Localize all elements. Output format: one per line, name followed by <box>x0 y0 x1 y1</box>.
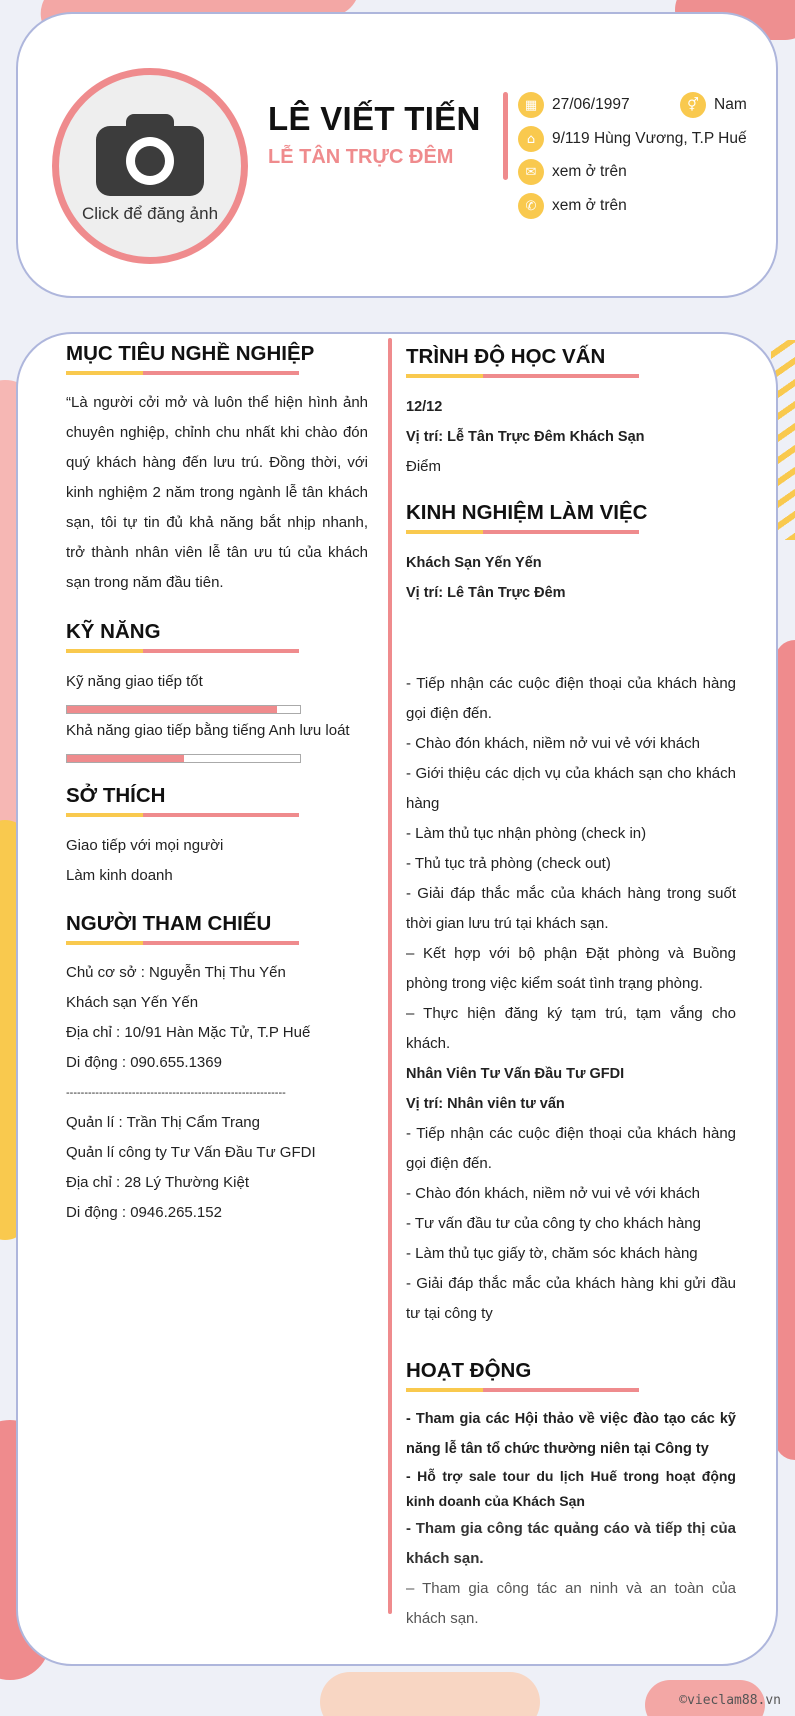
education-underline <box>406 374 639 378</box>
skill-2-name[interactable]: Khả năng giao tiếp bằng tiếng Anh lưu loát <box>66 722 350 739</box>
duty-item: - Tiếp nhận các cuộc điện thoại của khách hàng gọi điện đến. <box>406 1125 736 1172</box>
job1-duties[interactable] <box>406 669 736 1329</box>
activity-item: - Hỗ trợ sale tour du lịch Huế trong hoạt động kinh doanh của Khách Sạn <box>406 1468 736 1509</box>
gender-row[interactable] <box>680 92 747 118</box>
home-icon: ⌂ <box>518 126 544 152</box>
reference-line: Khách sạn Yến Yến <box>66 994 199 1011</box>
skill-1-fill <box>67 706 277 713</box>
watermark: ©vieclam88.vn <box>679 1693 781 1708</box>
objective-title: MỤC TIÊU NGHỀ NGHIỆP <box>66 342 315 365</box>
references-title: NGƯỜI THAM CHIẾU <box>66 912 272 935</box>
calendar-icon: ▦ <box>518 92 544 118</box>
job2-company: Nhân Viên Tư Vấn Đầu Tư GFDI <box>406 1066 625 1082</box>
duty-item: - Giải đáp thắc mắc của khách hàng trong suốt thời gian lưu trú tại khách sạn. <box>406 885 736 932</box>
duty-item: - Tiếp nhận các cuộc điện thoại của khách hàng gọi điện đến. <box>406 675 736 722</box>
activities-underline <box>406 1388 639 1392</box>
hobby-1[interactable]: Giao tiếp với mọi người <box>66 837 224 854</box>
education-period[interactable]: 12/12 <box>406 399 443 415</box>
duty-item: – Thực hiện đăng ký tạm trú, tạm vắng cho khách. <box>406 1005 736 1052</box>
reference-line: Quản lí : Trần Thị Cẩm Trang <box>66 1114 260 1131</box>
activities-title: HOẠT ĐỘNG <box>406 1359 532 1382</box>
birthday-row[interactable] <box>518 92 630 118</box>
job1-company[interactable]: Khách Sạn Yến Yến <box>406 555 542 571</box>
phone-row[interactable] <box>518 193 627 219</box>
hobbies-title: SỞ THÍCH <box>66 784 166 807</box>
education-score[interactable]: Điểm <box>406 458 442 475</box>
reference-line: Địa chỉ : 10/91 Hàn Mặc Tử, T.P Huế <box>66 1024 311 1041</box>
education-title: TRÌNH ĐỘ HỌC VẤN <box>406 345 606 368</box>
skill-1-bar <box>66 705 301 714</box>
email-value: xem ở trên <box>552 163 627 180</box>
gender-value: Nam <box>714 96 747 113</box>
activities-list[interactable] <box>406 1404 736 1634</box>
skills-underline <box>66 649 299 653</box>
bg-peach-blob-bottom <box>320 1672 540 1716</box>
duty-item: - Giải đáp thắc mắc của khách hàng khi gửi đầu tư tại công ty <box>406 1275 736 1322</box>
job1-position[interactable]: Vị trí: Lê Tân Trực Đêm <box>406 585 566 601</box>
education-position[interactable]: Vị trí: Lễ Tân Trực Đêm Khách Sạn <box>406 429 645 445</box>
full-name[interactable]: LÊ VIẾT TIẾN <box>268 100 481 137</box>
skill-2-fill <box>67 755 184 762</box>
phone-value: xem ở trên <box>552 197 627 214</box>
phone-icon: ✆ <box>518 193 544 219</box>
hobbies-underline <box>66 813 299 817</box>
duty-item: - Làm thủ tục nhận phòng (check in) <box>406 825 647 842</box>
info-divider <box>503 92 508 180</box>
duty-item: – Kết hợp với bộ phận Đặt phòng và Buồng phòng trong việc kiểm soát tình trạng phòng. <box>406 945 736 992</box>
birthday-value: 27/06/1997 <box>552 96 630 113</box>
skill-2-bar <box>66 754 301 763</box>
skill-1-name[interactable]: Kỹ năng giao tiếp tốt <box>66 673 203 690</box>
reference-line: Địa chỉ : 28 Lý Thường Kiệt <box>66 1174 250 1191</box>
address-row[interactable] <box>518 126 747 152</box>
column-divider <box>388 338 392 1614</box>
duty-item: - Tư vấn đầu tư của công ty cho khách hàng <box>406 1215 701 1232</box>
duty-item: - Chào đón khách, niềm nở vui vẻ với khách <box>406 1185 700 1202</box>
activity-item: - Tham gia các Hội thảo về việc đào tạo các kỹ năng lễ tân tổ chức thường niên tại Công ty <box>406 1411 736 1457</box>
activity-item: - Tham gia công tác quảng cáo và tiếp thị của khách sạn. <box>406 1520 736 1567</box>
experience-underline <box>406 530 639 534</box>
job2-position: Vị trí: Nhân viên tư vấn <box>406 1096 565 1112</box>
references-list[interactable] <box>66 958 368 1228</box>
activity-item: – Tham gia công tác an ninh và an toàn của khách sạn. <box>406 1580 736 1627</box>
address-value: 9/119 Hùng Vương, T.P Huế <box>552 130 747 147</box>
camera-icon <box>96 114 204 196</box>
reference-line: Di động : 090.655.1369 <box>66 1054 222 1071</box>
profile-photo-upload[interactable] <box>52 68 248 264</box>
hobby-2[interactable]: Làm kinh doanh <box>66 867 173 884</box>
photo-upload-label: Click để đăng ảnh <box>81 204 219 223</box>
experience-title: KINH NGHIỆM LÀM VIỆC <box>406 501 648 524</box>
reference-line: Chủ cơ sở : Nguyễn Thị Thu Yến <box>66 964 286 981</box>
bg-pink-blob-right <box>775 640 795 1460</box>
duty-item: - Làm thủ tục giấy tờ, chăm sóc khách hàng <box>406 1245 698 1262</box>
email-row[interactable] <box>518 159 627 185</box>
job-title[interactable]: LỄ TÂN TRỰC ĐÊM <box>268 146 454 168</box>
duty-item: - Thủ tục trả phòng (check out) <box>406 855 611 872</box>
duty-item: - Giới thiệu các dịch vụ của khách sạn cho khách hàng <box>406 765 736 812</box>
objective-underline <box>66 371 299 375</box>
reference-line: Quản lí công ty Tư Vấn Đầu Tư GFDI <box>66 1144 316 1161</box>
references-underline <box>66 941 299 945</box>
skills-title: KỸ NĂNG <box>66 620 161 643</box>
duty-item: - Chào đón khách, niềm nở vui vẻ với khách <box>406 735 700 752</box>
objective-text[interactable]: “Là người cởi mở và luôn thể hiện hình ảnh chuyên nghiệp, chỉnh chu nhất khi chào đón quý khách hàng đến lưu trú. Đồng thời, với kinh nghiệm 2 năm trong ngành lễ tân khách sạn, tôi tự tin đủ khả năng bắt nhịp nhanh, trở thành nhân viên lễ tân ưu tú của khách sạn trong năm đầu tiên. <box>66 394 368 591</box>
reference-separator: ------------------------------------------------------------ <box>66 1087 286 1099</box>
reference-line: Di động : 0946.265.152 <box>66 1204 222 1221</box>
gender-icon: ⚥ <box>680 92 706 118</box>
envelope-icon: ✉ <box>518 159 544 185</box>
